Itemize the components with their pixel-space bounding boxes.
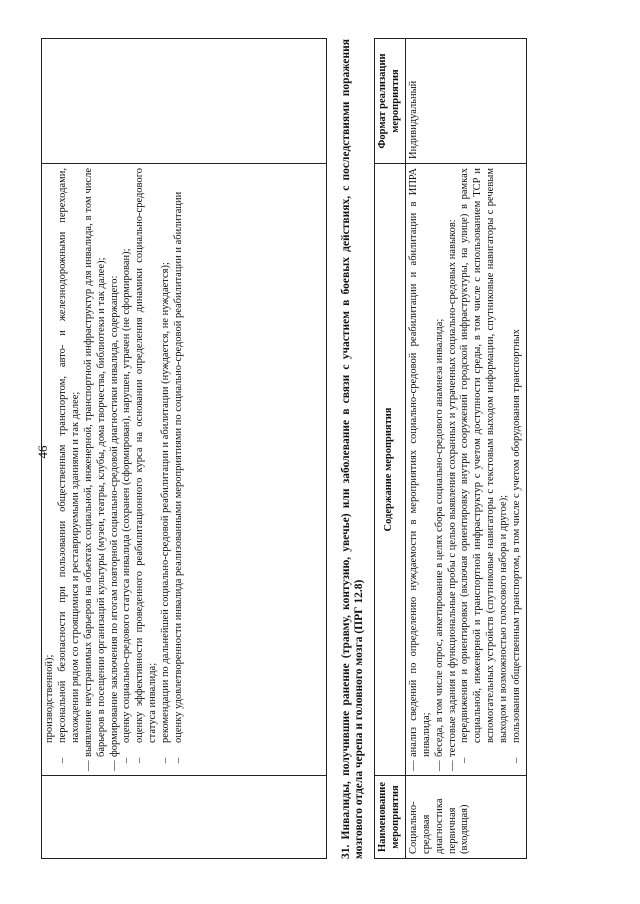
list-marker: – [121, 757, 133, 763]
sub-list-item [511, 168, 524, 771]
measure-name: Социально-средовая диагностика первичная (входящая) [405, 776, 526, 859]
list-marker: — [108, 760, 120, 771]
continuation-table [41, 38, 327, 859]
measure-format: Индивидуальный [405, 39, 526, 164]
measure-content [405, 164, 526, 776]
page-number: 46 [35, 445, 50, 459]
list-marker: – [56, 757, 68, 763]
list-item-text: тестовые задания и функциональные пробы с целью выявления сохранных и утраченных социально-средовых навыков: [446, 219, 458, 757]
table-row [405, 39, 526, 859]
format-cell [42, 39, 327, 164]
list-item-text: передвижения и ориентировки (включая ориентировку внутри сооружений городской инфраструктуры, на улице) в рамках социальной, инженерной и транспортной инфраструктур с учетом доступности среды, в том числе с использованием ТСР и вспомогательных устройств (спутниковые навигаторы с текстовым выходом информации, спутниковые навигаторы с речевым выходом и возможностью голосового набора и другое); [459, 168, 510, 743]
list-item-text: оценку эффективности проведенного реабилитационного курса на основании определения динамики социально-средового статуса инвалида; [134, 168, 159, 743]
content-cell [42, 164, 327, 776]
sub-list-item [459, 168, 511, 771]
name-cell [42, 776, 327, 859]
list-marker: — [407, 760, 419, 771]
sub-list-item [57, 168, 83, 771]
list-item-continuation [44, 168, 57, 771]
header-content: Содержание мероприятия [375, 164, 406, 776]
list-marker: — [433, 760, 445, 771]
list-item-text: оценку социально-средового статуса инвалида (сохранен (сформирован), нарушен, утрачен (не сформирован); [121, 248, 133, 743]
measures-table [374, 38, 527, 859]
list-item [447, 168, 460, 771]
list-marker: – [459, 757, 471, 763]
section-heading: 31. Инвалиды, получившие ранение (травму, контузию, увечье) или заболевание в связи с участием в боевых действиях, с последствиями поражения мозгового отдела черепа и головного мозга (ПРГ 12.8) [340, 39, 365, 859]
list-item [109, 168, 122, 771]
sub-list-item [160, 168, 173, 771]
list-marker: – [511, 757, 523, 763]
list-item-text: персональной безопасности при пользовании общественным транспортом, авто- и железнодорожными переходами, нахождении рядом со строящимися и реставрируемыми зданиями и так далее; [56, 168, 81, 743]
list-marker: – [160, 757, 172, 763]
list-marker: – [173, 757, 185, 763]
list-item-text: оценку удовлетворенности инвалида реализованными мероприятиями по социально-средовой реабилитации и абилитации [173, 191, 185, 743]
list-item [83, 168, 109, 771]
list-item-text: пользования общественным транспортом, в том числе с учетом оборудования транспортных [511, 329, 523, 743]
sub-list-item [173, 168, 186, 771]
table-header-row [375, 39, 406, 859]
list-marker: — [446, 760, 458, 771]
list-marker: — [82, 760, 94, 771]
header-format: Формат реализации мероприятия [375, 39, 406, 164]
list-item-text: рекомендации по дальнейшей социально-средовой реабилитации и абилитации (нуждается, не нуждается); [160, 262, 172, 743]
list-item [408, 168, 434, 771]
list-item-text: выявление неустранимых барьеров на объектах социальной, инженерной, транспортной инфраструктур для инвалида, в том числе барьеров в посещении организаций культуры (музеи, театры, клубы, дома творчества, библиотеки и так далее); [82, 168, 107, 757]
list-item-text: анализ сведений по определению нуждаемости в мероприятиях социально-средовой реабилитации и абилитации в ИПРА инвалида; [407, 168, 432, 757]
list-item-text: формирование заключения по итогам повторной социально-средовой диагностики инвалида, содержащего: [108, 275, 120, 757]
sub-list-item [121, 168, 134, 771]
list-item [434, 168, 447, 771]
list-item-text: беседа, в том числе опрос, анкетирование в целях сбора социально-средового анамнеза инвалида; [433, 318, 445, 757]
header-name: Наименование мероприятия [375, 776, 406, 859]
table-row [42, 39, 327, 859]
sub-list-item [134, 168, 160, 771]
list-marker: – [134, 757, 146, 763]
list-item-text: производственной); [44, 654, 55, 743]
